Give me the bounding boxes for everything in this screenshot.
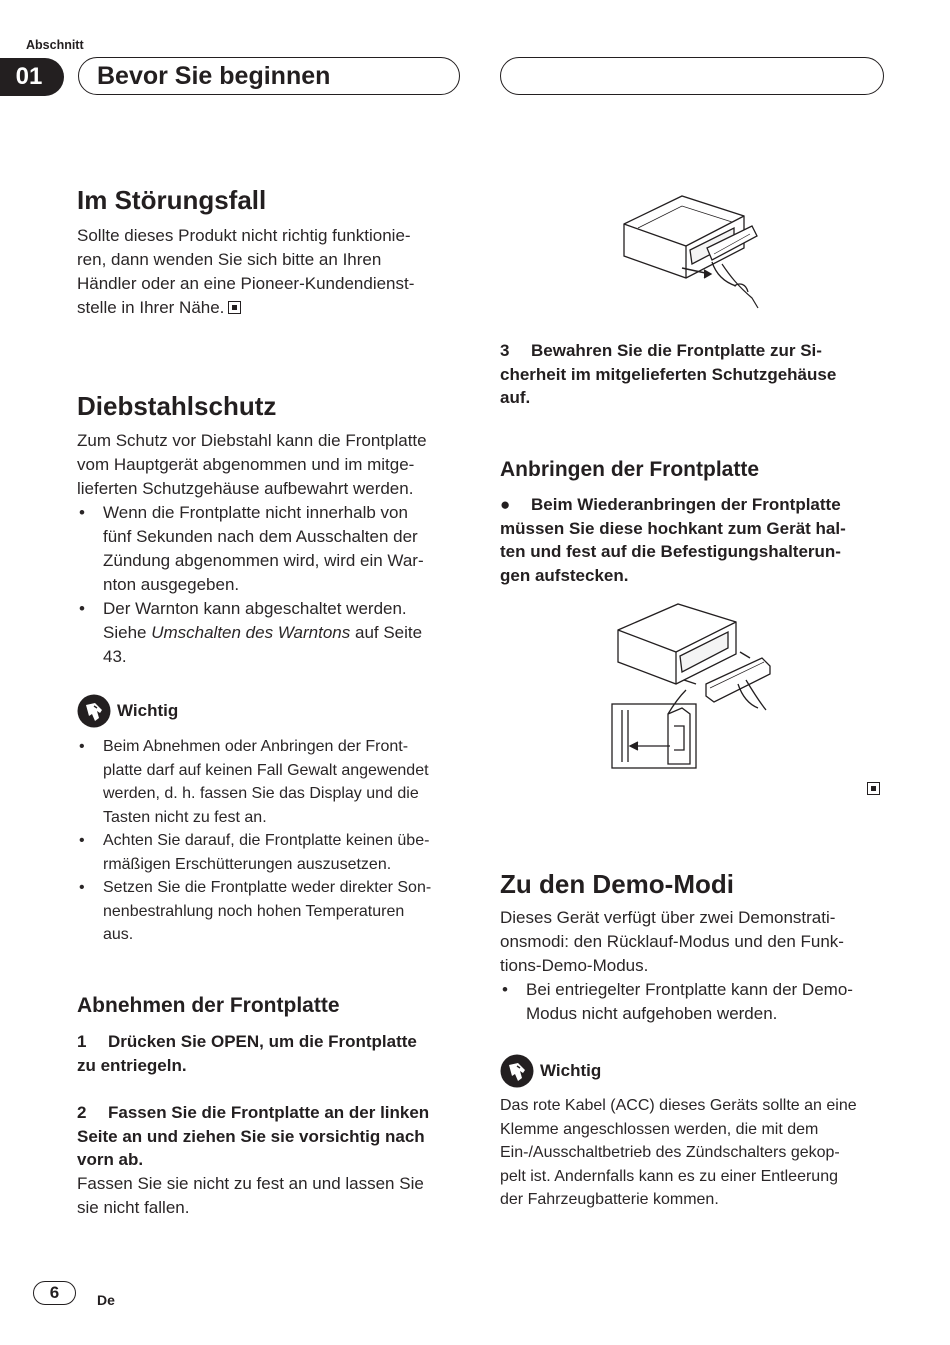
attach-faceplate-illustration (610, 600, 778, 772)
step-number: 1 (77, 1032, 87, 1051)
text-line: zu entriegeln. (77, 1055, 187, 1075)
text-line: Händler oder an eine Pioneer-Kundendienst- (77, 274, 415, 293)
list-item (77, 876, 463, 947)
text-line: vorn ab. (77, 1150, 144, 1169)
text-line: ten und fest auf die Befestigungshalterun- (500, 542, 841, 561)
text-line: auf Seite (350, 623, 423, 642)
step-line (500, 339, 886, 363)
attach-instruction (500, 493, 886, 587)
section-label: Abschnitt (26, 38, 84, 52)
text-line: onsmodi: den Rücklauf-Modus und den Funk- (500, 932, 844, 951)
text-line: Beim Abnehmen oder Anbringen der Front- (103, 738, 409, 755)
text-line: ren, dann wenden Sie sich bitte an Ihren (77, 250, 382, 269)
text-line (77, 296, 463, 320)
text-line: Drücken Sie OPEN, um die Frontplatte (108, 1032, 417, 1051)
important-section-right (500, 1054, 886, 1212)
theft-title: Diebstahlschutz (77, 391, 277, 421)
text-line: Siehe (103, 623, 152, 642)
text-line: Sollte dieses Produkt nicht richtig funktionie- (77, 226, 411, 245)
important-section-left (77, 694, 463, 947)
list-item (77, 829, 463, 876)
text-line: sie nicht fallen. (77, 1197, 190, 1217)
text-line: Ein-/Ausschaltbetrieb des Zündschalters gekop- (500, 1144, 840, 1161)
text-line: Achten Sie darauf, die Frontplatte keinen übe- (103, 832, 430, 849)
text-line: platte darf auf keinen Fall Gewalt angewendet (103, 761, 429, 779)
text-line: tions-Demo-Modus. (500, 956, 649, 975)
malfunction-title: Im Störungsfall (77, 185, 267, 215)
list-item (77, 597, 463, 669)
text-line: Das rote Kabel (ACC) dieses Geräts sollte an eine (500, 1097, 857, 1114)
remove-title: Abnehmen der Frontplatte (77, 994, 340, 1017)
remove-step-1 (77, 1030, 463, 1077)
end-of-section-icon (228, 301, 241, 314)
empty-header-box (500, 57, 884, 95)
important-hand-icon (77, 694, 111, 728)
text-line: Klemme angeschlossen werden, die mit dem (500, 1120, 819, 1138)
text-line: lieferten Schutzgehäuse aufbewahrt werden. (77, 479, 414, 498)
important-hand-icon (500, 1054, 534, 1088)
important-bullets (77, 735, 463, 947)
chapter-number: 01 (0, 58, 64, 96)
step-3 (500, 339, 886, 410)
step-line (77, 1030, 463, 1054)
important-heading (500, 1054, 886, 1088)
text-line: cherheit im mitgelieferten Schutzgehäuse (500, 364, 837, 384)
text-line: nton ausgegeben. (103, 575, 240, 594)
attach-title: Anbringen der Frontplatte (500, 458, 759, 481)
demo-title: Zu den Demo-Modi (500, 869, 734, 899)
end-of-section-icon (867, 782, 880, 795)
demo-section (500, 868, 886, 1026)
text-line: müssen Sie diese hochkant zum Gerät hal- (500, 518, 846, 538)
text-line: Bewahren Sie die Frontplatte zur Si- (531, 341, 822, 360)
text-line: Seite an und ziehen Sie sie vorsichtig nach (77, 1126, 425, 1146)
demo-text (500, 906, 886, 978)
list-item (77, 501, 463, 597)
text-line: vom Hauptgerät abgenommen und im mitge- (77, 455, 415, 474)
step-line (77, 1101, 463, 1125)
text-line: Zum Schutz vor Diebstahl kann die Frontplatte (77, 431, 427, 450)
text-line-content: stelle in Ihrer Nähe. (77, 298, 225, 317)
remove-step-2 (77, 1101, 463, 1220)
important-label: Wichtig (117, 701, 179, 720)
text-line: Der Warnton kann abgeschaltet werden. (103, 599, 407, 618)
theft-text (77, 429, 463, 501)
important-heading (77, 694, 463, 728)
important-text (500, 1094, 886, 1212)
text-line: Setzen Sie die Frontplatte weder direkter Son- (103, 879, 432, 896)
bullet-dot-icon: ● (500, 495, 511, 514)
text-line: auf. (500, 388, 531, 407)
step-number: 3 (500, 341, 510, 360)
end-of-section-marker (867, 781, 880, 799)
text-line: pelt ist. Andernfalls kann es zu einer Entleerung (500, 1167, 838, 1185)
malfunction-text (77, 224, 463, 320)
text-line: Tasten nicht zu fest an. (103, 808, 267, 826)
malfunction-section (77, 184, 463, 320)
attach-section (500, 456, 886, 587)
text-line: werden, d. h. fassen Sie das Display und die (103, 785, 419, 802)
demo-bullets (500, 978, 886, 1026)
step-line (500, 493, 886, 517)
text-line: Fassen Sie sie nicht zu fest an und lassen Sie (77, 1173, 424, 1193)
text-line: Beim Wiederanbringen der Frontplatte (531, 495, 841, 514)
list-item (500, 978, 886, 1026)
cross-reference-link[interactable]: Umschalten des Warntons (151, 623, 351, 642)
page-number: 6 (33, 1281, 76, 1305)
page-reference: 43. (103, 647, 127, 666)
remove-section (77, 992, 463, 1220)
text-line: Zündung abgenommen wird, wird ein War- (103, 551, 424, 570)
text-line: aus. (103, 926, 134, 943)
list-item (77, 735, 463, 829)
step-number: 2 (77, 1103, 87, 1122)
text-line: Fassen Sie die Frontplatte an der linken (108, 1103, 430, 1122)
theft-bullets (77, 501, 463, 669)
theft-section (77, 390, 463, 669)
language-code: De (97, 1292, 115, 1308)
chapter-title: Bevor Sie beginnen (78, 57, 460, 95)
important-label: Wichtig (540, 1061, 602, 1080)
text-line: Modus nicht aufgehoben werden. (526, 1004, 778, 1023)
text-line: nenbestrahlung noch hohen Temperaturen (103, 902, 405, 920)
text-line: Dieses Gerät verfügt über zwei Demonstrati- (500, 908, 836, 927)
text-line: gen aufstecken. (500, 565, 629, 585)
text-line: rmäßigen Erschütterungen auszusetzen. (103, 855, 392, 873)
text-line: fünf Sekunden nach dem Ausschalten der (103, 527, 418, 546)
text-line: Bei entriegelter Frontplatte kann der Demo- (526, 980, 853, 999)
remove-faceplate-illustration (612, 190, 762, 315)
text-line: der Fahrzeugbatterie kommen. (500, 1191, 719, 1208)
text-line: Wenn die Frontplatte nicht innerhalb von (103, 503, 408, 522)
